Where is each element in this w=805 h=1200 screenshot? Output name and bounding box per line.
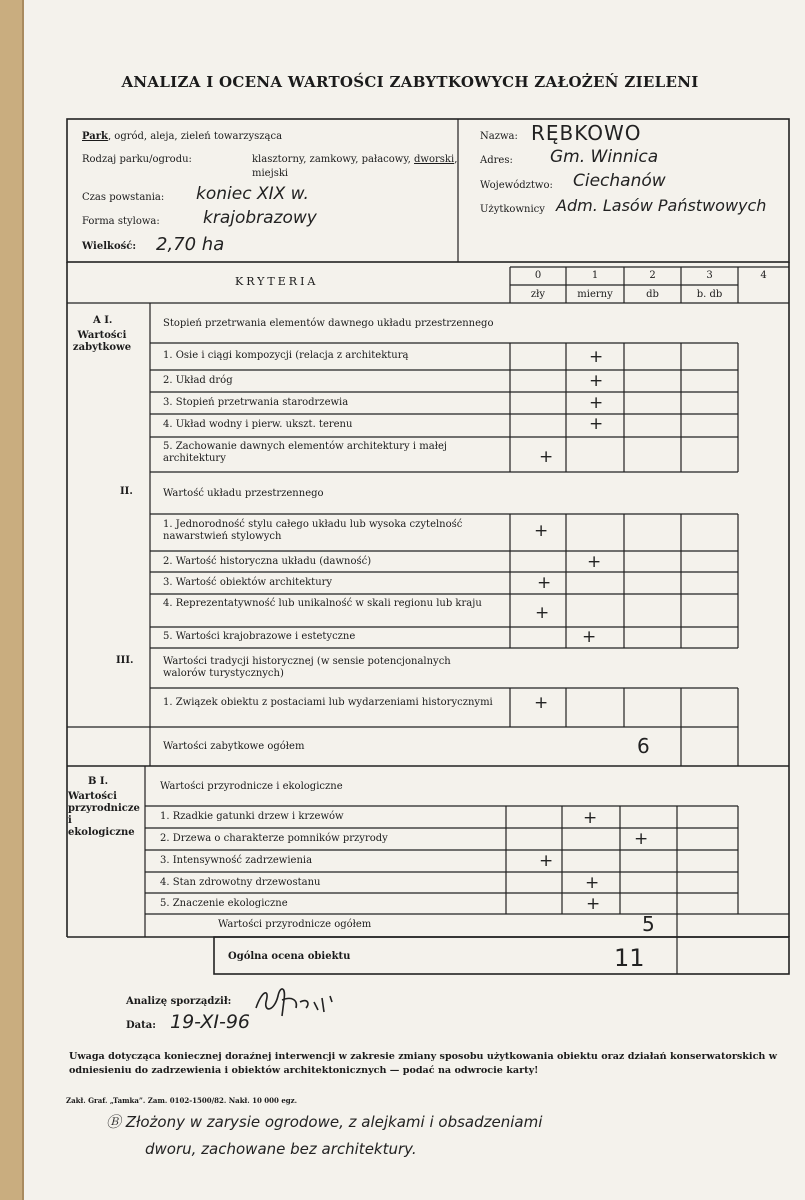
score-num-0: 0 [534,270,542,281]
b-item-3: 3. Intensywność zadrzewienia [160,855,313,866]
a1-item-5: 5. Zachowanie dawnych elementów architektury i małej architektury [163,441,447,464]
rodzaj-options [252,154,457,166]
uzyt-value: Adm. Lasów Państwowych [556,196,767,215]
czas-value: koniec XIX w. [196,184,309,204]
a1-item-5-mark: + [539,447,554,467]
score-name-3: b. db [696,289,723,300]
section-a-name: Wartości zabytkowe [72,330,132,353]
park-type-selected: Park [82,131,108,142]
uzyt-label: Użytkownicy [480,204,545,215]
section-b-name: Wartości przyrodnicze i ekologiczne [68,791,140,838]
b-total-label: Wartości przyrodnicze ogółem [218,919,372,930]
b-item-3-mark: + [539,851,554,871]
a1-item-4-mark: + [589,414,604,434]
b-item-4: 4. Stan zdrowotny drzewostanu [160,877,321,888]
a2-item-1-mark: + [534,521,549,541]
park-type-line [82,131,282,143]
section-a-group2-numeral: II. [120,486,133,497]
forma-label: Forma stylowa: [82,216,160,227]
a2-item-5-mark: + [582,627,597,647]
b-item-1: 1. Rzadkie gatunki drzew i krzewów [160,811,344,822]
b-group1-title: Wartości przyrodnicze i ekologiczne [160,781,343,792]
rodzaj-options-2: miejski [252,168,289,179]
a2-item-1: 1. Jednorodność stylu całego układu lub wysoka czytelność nawarstwień stylowych [163,519,463,542]
handwritten-note-line2: dworu, zachowane bez architektury. [145,1140,417,1158]
nazwa-value: RĘBKOWO [531,121,642,145]
a1-item-3-mark: + [589,393,604,413]
nazwa-label: Nazwa: [480,131,518,142]
score-name-1: mierny [577,289,613,300]
data-value: 19-XI-96 [170,1011,251,1033]
rodzaj-comma: , [454,154,458,165]
adres-value: Gm. Winnica [550,147,659,167]
b-item-5: 5. Znaczenie ekologiczne [160,898,288,909]
a1-item-1: 1. Osie i ciągi kompozycji (relacja z architekturą [163,350,409,361]
analiza-label: Analizę sporządził: [126,996,232,1007]
wielkosc-label: Wielkość: [82,241,137,252]
score-num-3: 3 [706,270,713,281]
b-item-4-mark: + [585,873,600,893]
handwritten-note-line1: Ⓑ Złożony w zarysie ogrodowe, z alejkami i obsadzeniami [106,1113,543,1131]
group3-title: Wartości tradycji historycznej (w sensie potencjonalnych walorów turystycznych) [163,656,451,679]
czas-label: Czas powstania: [82,192,165,203]
a1-item-2: 2. Układ dróg [163,375,233,386]
overall-label: Ogólna ocena obiektu [228,951,351,962]
form-title: ANALIZA I OCENA WARTOŚCI ZABYTKOWYCH ZAŁOŻEŃ ZIELENI [121,73,699,91]
score-num-4: 4 [760,270,767,281]
score-num-1: 1 [591,270,599,281]
section-a-letter: A I. [93,315,113,326]
a3-item-1: 1. Związek obiektu z postaciami lub wydarzeniami historycznymi [163,697,493,708]
b-total-value: 5 [642,912,655,936]
a3-item-1-mark: + [534,693,549,713]
a-total-value: 6 [637,734,650,758]
b-item-5-mark: + [586,894,601,914]
score-num-2: 2 [649,270,656,281]
b-item-1-mark: + [583,808,598,828]
a2-item-2-mark: + [587,552,602,572]
a1-item-4: 4. Układ wodny i pierw. ukszt. terenu [163,419,353,430]
park-type-options: , ogród, aleja, zieleń towarzysząca [107,131,283,142]
a2-item-5: 5. Wartości krajobrazowe i estetyczne [163,631,356,642]
rodzaj-options-1: klasztorny, zamkowy, pałacowy, [252,154,415,165]
overall-value: 11 [614,944,645,972]
forma-value: krajobrazowy [203,208,317,228]
uwaga-note: Uwaga dotycząca koniecznej doraźnej interwencji w zakresie zmiany sposobu użytkowania obiektu oraz działań konserwatorskich w odniesieniu do zadrzewienia i obiektów architektonicznych — podać na odwrocie karty! [69,1051,777,1076]
print-info: Zakł. Graf. „Tamka”. Zam. 0102-1500/82. Nakł. 10 000 egz. [66,1096,298,1105]
signature [252,982,342,1022]
a2-item-2: 2. Wartość historyczna układu (dawność) [163,556,372,567]
adres-label: Adres: [480,155,513,166]
score-name-2: db [646,289,659,300]
a2-item-3: 3. Wartość obiektów architektury [163,577,333,588]
b-item-2: 2. Drzewa o charakterze pomników przyrody [160,833,388,844]
a1-item-3: 3. Stopień przetrwania starodrzewia [163,397,349,408]
rodzaj-selected: dworski [414,154,455,165]
wielkosc-value: 2,70 ha [156,234,225,255]
a2-item-4-mark: + [535,603,550,623]
score-name-0: zły [530,289,546,300]
section-b-letter: B I. [88,776,109,787]
a1-item-1-mark: + [589,347,604,367]
woj-value: Ciechanów [573,171,666,191]
woj-label: Województwo: [480,180,553,191]
rodzaj-label: Rodzaj parku/ogrodu: [82,154,192,165]
a1-item-2-mark: + [589,371,604,391]
a-total-label: Wartości zabytkowe ogółem [163,741,305,752]
kryteria-label: KRYTERIA [235,275,319,288]
a2-item-4: 4. Reprezentatywność lub unikalność w skali regionu lub kraju [163,598,482,609]
data-label: Data: [126,1020,156,1031]
group1-title: Stopień przetrwania elementów dawnego układu przestrzennego [163,318,494,329]
group2-title: Wartość układu przestrzennego [163,488,324,499]
b-item-2-mark: + [634,829,649,849]
section-a-group3-numeral: III. [116,655,134,666]
a2-item-3-mark: + [537,573,552,593]
